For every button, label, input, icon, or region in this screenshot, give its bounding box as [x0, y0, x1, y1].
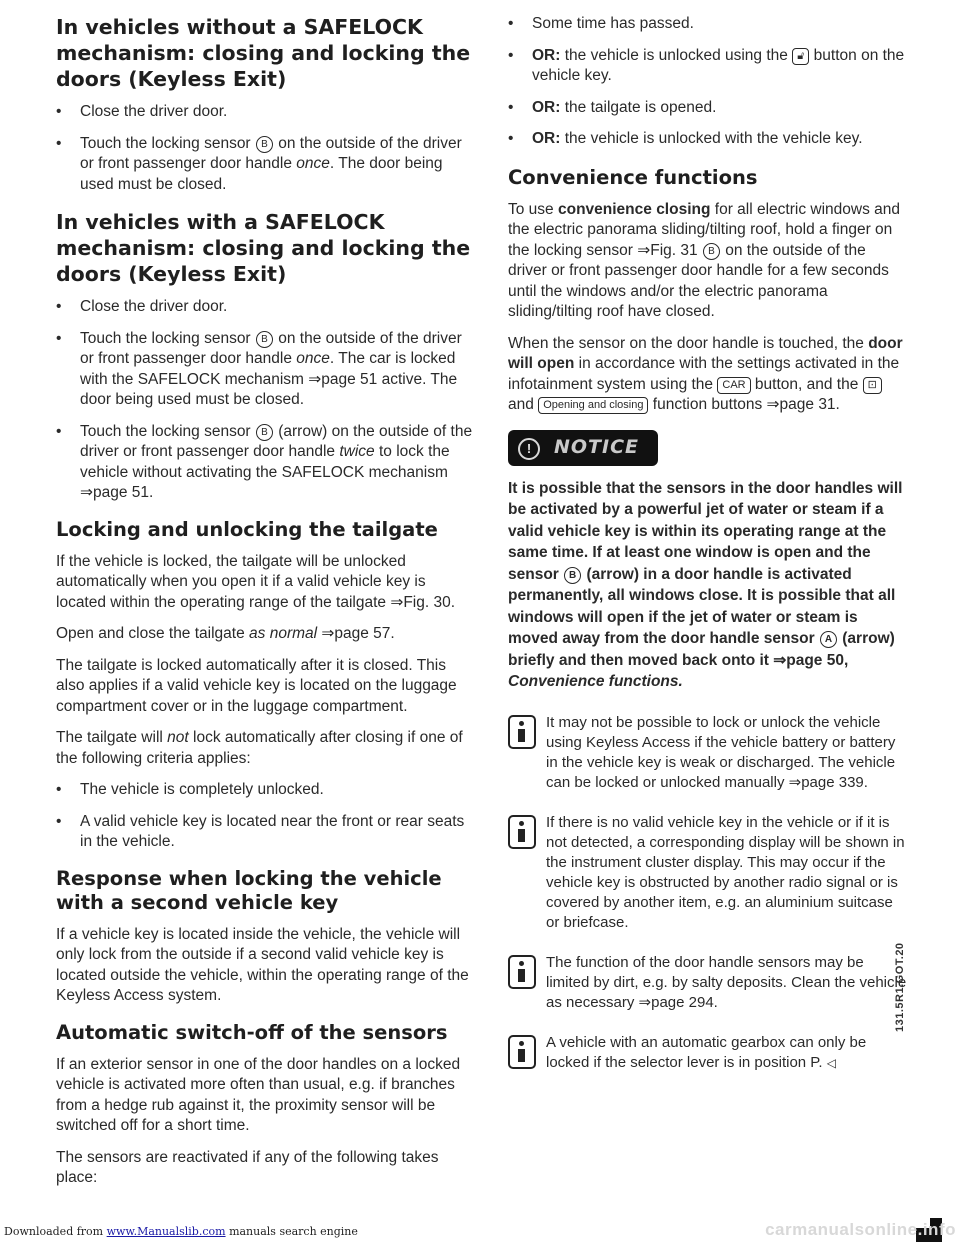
continue-arrow-icon: ◁ — [826, 1055, 836, 1070]
paragraph: The tailgate is locked automatically after it is closed. This also applies if a valid vehicle key is located on the luggage compartment cover or in the luggage compartment. — [56, 656, 457, 715]
list-item: • Touch the locking sensor B on the outside of the driver or front passenger door handle once. The car is locked with the SAFELOCK mechanism ⇒page 51 active. The door being used must be closed. — [56, 329, 462, 408]
footer: Downloaded from www.Manualslib.com manuals search engine — [4, 1225, 358, 1238]
left-column — [56, 14, 474, 1200]
info-note: It may not be possible to lock or unlock the vehicle using Keyless Access if the vehicle battery or battery in the vehicle key is weak or discharged. The vehicle can be locked or unlocked manually ⇒page 339. — [508, 713, 908, 793]
watermark: carmanualsonline.info — [765, 1220, 956, 1239]
sensor-b-marker: B — [703, 243, 720, 260]
info-icon — [508, 955, 536, 989]
notice-icon: ! — [518, 438, 540, 460]
sensor-b-marker: B — [564, 567, 581, 584]
paragraph: The tailgate will not lock automatically after closing if one of the following criteria applies: — [56, 729, 463, 767]
info-icon — [508, 715, 536, 749]
list-item: • Some time has passed. — [508, 15, 694, 32]
sensor-b-marker: B — [256, 136, 273, 153]
paragraph: If an exterior sensor in one of the door handles on a locked vehicle is activated more often than usual, e.g. if branches from a hedge rub against it, the proximity sensor will be switched off for a short time. — [56, 1055, 461, 1134]
car-key-icon: CAR — [717, 377, 750, 394]
right-column — [508, 14, 908, 1093]
info-icon — [508, 815, 536, 849]
list-item: • Touch the locking sensor B (arrow) on the outside of the driver or front passenger door handle twice to lock the vehicle without activating the SAFELOCK mechanism ⇒page 51. — [56, 422, 473, 501]
list-item: • OR: the vehicle is unlocked with the vehicle key. — [508, 130, 863, 147]
info-note: A vehicle with an automatic gearbox can only be locked if the selector lever is in position P. ◁ — [508, 1033, 908, 1073]
sensor-a-marker: A — [820, 631, 837, 648]
door-key-icon: ⊡ — [863, 377, 882, 394]
heading-second-key: Response when locking the vehicle with a second vehicle key — [56, 866, 442, 914]
notice-label: NOTICE — [554, 435, 640, 458]
notice-text: It is possible that the sensors in the door handles will be activated by a powerful jet of water or steam if a valid vehicle key is within its operating range at the same time. If at least one window is open and the sensor B (arrow) in a door handle is activated permanently, all windows close. It is possible that all windows will open if the jet of water or steam is moved away from the door handle sensor A (arrow) briefly and then moved back onto it ⇒page 50, Convenience functions. — [508, 479, 903, 690]
heading-switch-off: Automatic switch-off of the sensors — [56, 1020, 448, 1044]
manualslib-link[interactable]: www.Manualslib.com — [106, 1225, 226, 1238]
sensor-b-marker: B — [256, 424, 273, 441]
list-item: • OR: the vehicle is unlocked using the 🔓︎ button on the vehicle key. — [508, 46, 905, 84]
info-note: If there is no valid vehicle key in the vehicle or if it is not detected, a corresponding display will be shown in the instrument cluster display. This may occur if the vehicle key is obstructed by another radio signal or is covered by another item, e.g. an aluminium suitcase or briefcase. — [508, 813, 908, 933]
heading-convenience: Convenience functions — [508, 165, 758, 189]
unlock-key-icon: 🔓︎ — [792, 48, 809, 65]
info-note: The function of the door handle sensors may be limited by dirt, e.g. by salty deposits. Clean the vehicle as necessary ⇒page 294. — [508, 953, 908, 1013]
paragraph: Open and close the tailgate as normal ⇒page 57. — [56, 625, 395, 642]
paragraph: To use convenience closing for all electric windows and the electric panorama sliding/tilting roof, hold a finger on the locking sensor ⇒Fig. 31 B on the outside of the driver or front passenger door handle for a few seconds until the windows and/or the electric panorama sliding/tilting roof have closed. — [508, 200, 900, 320]
paragraph: If a vehicle key is located inside the vehicle, the vehicle will only lock from the outside if a second valid vehicle key is located outside the vehicle, within the operating range of the Keyless Access system. — [56, 925, 469, 1004]
notice-banner — [508, 430, 658, 466]
list-item: • Close the driver door. — [56, 103, 228, 120]
paragraph: The sensors are reactivated if any of the following takes place: — [56, 1148, 439, 1186]
heading-without-safelock: In vehicles without a SAFELOCK mechanism: closing and locking the doors (Keyless Exit) — [56, 15, 471, 91]
page-code: 131.5R1.GOT.20 — [894, 942, 906, 1032]
list-item: • OR: the tailgate is opened. — [508, 98, 717, 116]
heading-with-safelock: In vehicles with a SAFELOCK mechanism: closing and locking the doors (Keyless Exit) — [56, 210, 471, 286]
list-item: • Close the driver door. — [56, 298, 228, 315]
paragraph: If the vehicle is locked, the tailgate will be unlocked automatically when you open it if a valid vehicle key is located within the operating range of the tailgate ⇒Fig. 30. — [56, 552, 456, 611]
sensor-b-marker: B — [256, 331, 273, 348]
list-item: • Touch the locking sensor B on the outside of the driver or front passenger door handle once. The door being used must be closed. — [56, 134, 462, 193]
list-item: • The vehicle is completely unlocked. — [56, 781, 324, 798]
info-icon — [508, 1035, 536, 1069]
heading-tailgate: Locking and unlocking the tailgate — [56, 517, 438, 541]
list-item: • A valid vehicle key is located near the front or rear seats in the vehicle. — [56, 812, 465, 850]
opening-closing-key: Opening and closing — [538, 397, 648, 414]
paragraph: When the sensor on the door handle is touched, the door will open in accordance with the settings activated in the infotainment system using the CAR button, and the ⊡ and Opening and closing function buttons ⇒page 31. — [508, 334, 903, 413]
